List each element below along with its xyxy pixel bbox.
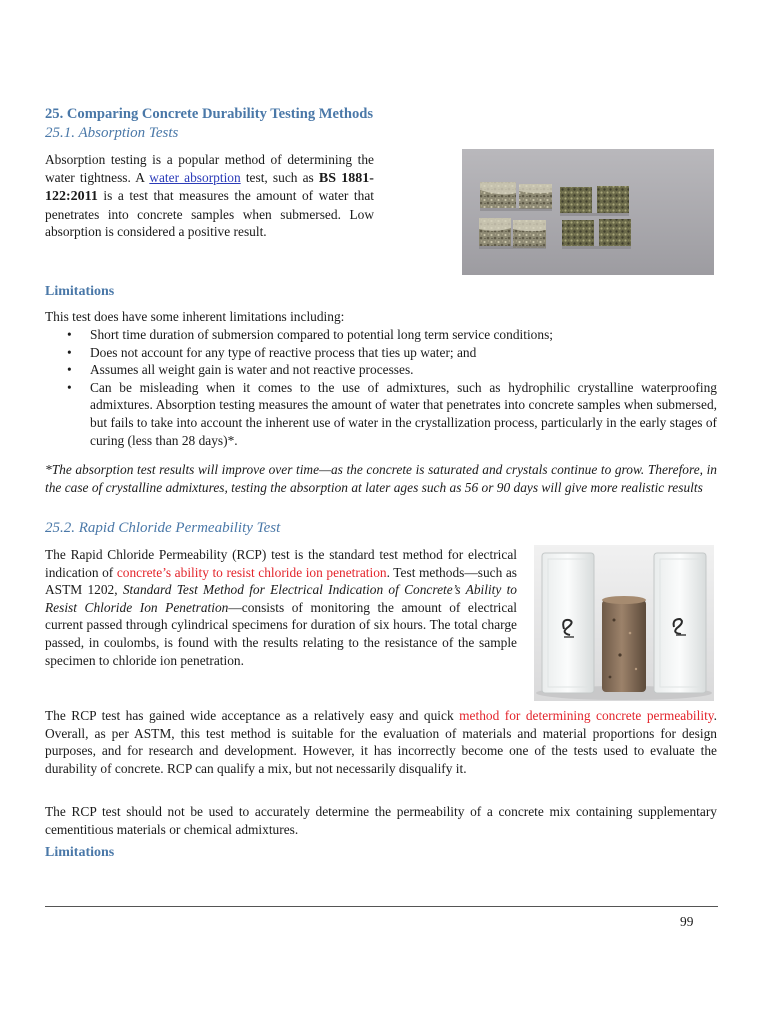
limitations-heading-1: Limitations (45, 284, 115, 299)
intro-text-2: test, such as (240, 169, 319, 185)
list-item-text: Short time duration of submersion compared to potential long term service conditions; (90, 327, 553, 342)
limitations-list (45, 326, 717, 449)
subsection-heading-absorption: 25.1. Absorption Tests (45, 125, 179, 141)
bullet-dot: • (67, 362, 72, 378)
astm-title: Standard Test Method for Electrical Indication of Concrete’s Ability to Resist Chloride Ion Penetration (45, 582, 518, 615)
bullet-dot: • (67, 344, 72, 360)
bullet-dot: • (67, 379, 72, 395)
list-item-text: Can be misleading when it comes to the use of admixtures, such as hydrophilic crystalline waterproofing admixtures. Absorption testing measures the amount of water that penetrates into concrete samples when submersed, but fails to take into account the inherent use of water in the crystallization process, particularly in the early stages of curing (less than 28 days)*. (90, 379, 717, 448)
rcp1-text-2: . Test methods—such as ASTM 1202, (45, 564, 518, 598)
list-item (45, 379, 717, 449)
list-item-text: Assumes all weight gain is water and not reactive processes. (90, 362, 414, 378)
list-item-text: Does not account for any type of reactive process that ties up water; and (90, 344, 477, 360)
bullet-dot: • (67, 327, 72, 342)
page-number: 99 (680, 914, 694, 929)
footer-divider (45, 906, 718, 907)
list-item (45, 344, 717, 362)
list-item (45, 326, 717, 344)
intro-text-3: is a test that measures the amount of water that penetrates into concrete samples when submersed. Low absorption is considered a positive result. (45, 188, 374, 240)
rcp2-text-1: The RCP test has gained wide acceptance as a relatively easy and quick (45, 708, 460, 723)
limitations-heading-2: Limitations (45, 845, 115, 860)
subsection-heading-rcp: 25.2. Rapid Chloride Permeability Test (45, 520, 281, 536)
list-item (45, 361, 717, 379)
concrete-samples-photo (462, 149, 714, 275)
rcp-paragraph-2 (45, 707, 717, 777)
rcp1-text-3: —consists of monitoring the amount of electrical current passed through cylindrical specimens for duration of six hours. The total charge passed, in coulombs, is found with the results relating to the resistance of the sample specimen to chloride ion penetration. (45, 599, 517, 668)
rcp1-highlight: concrete’s ability to resist chloride ion penetration (116, 564, 387, 580)
rcp2-highlight: method for determining concrete permeability (459, 708, 714, 723)
rcp2-text-2: . Overall, as per ASTM, this test method is suitable for the evaluation of materials and material proportions for design purposes, and for research and development. However, it has incorrectly become one of the tests used to evaluate the durability of concrete. RCP can qualify a mix, but not necessarily disqualify it. (45, 708, 717, 776)
rcp-paragraph-3: The RCP test should not be used to accurately determine the permeability of a concrete mix containing supplementary cementitious materials or chemical admixtures. (45, 804, 717, 837)
absorption-footnote: *The absorption test results will improve over time—as the concrete is saturated and crystals continue to grow. Therefore, in the case of crystalline admixtures, testing the absorption at later ages such as 56 or 90 days will give more realistic results (45, 462, 717, 495)
intro-text-1: Absorption testing is a popular method of determining the water tightness. A (45, 152, 374, 185)
rcp-test-cell-photo (534, 545, 714, 701)
bs-standard: BS 1881-122:2011 (45, 170, 374, 205)
section-heading: 25. Comparing Concrete Durability Testing Methods (45, 106, 374, 122)
water-absorption-link[interactable]: water absorption (149, 169, 241, 185)
rcp-paragraph-1 (45, 546, 517, 669)
limitations-intro: This test does have some inherent limitations including: (45, 309, 345, 324)
absorption-intro-paragraph (45, 151, 374, 241)
rcp1-text-1: The Rapid Chloride Permeability (RCP) test is the standard test method for electrical indication of (45, 547, 517, 580)
